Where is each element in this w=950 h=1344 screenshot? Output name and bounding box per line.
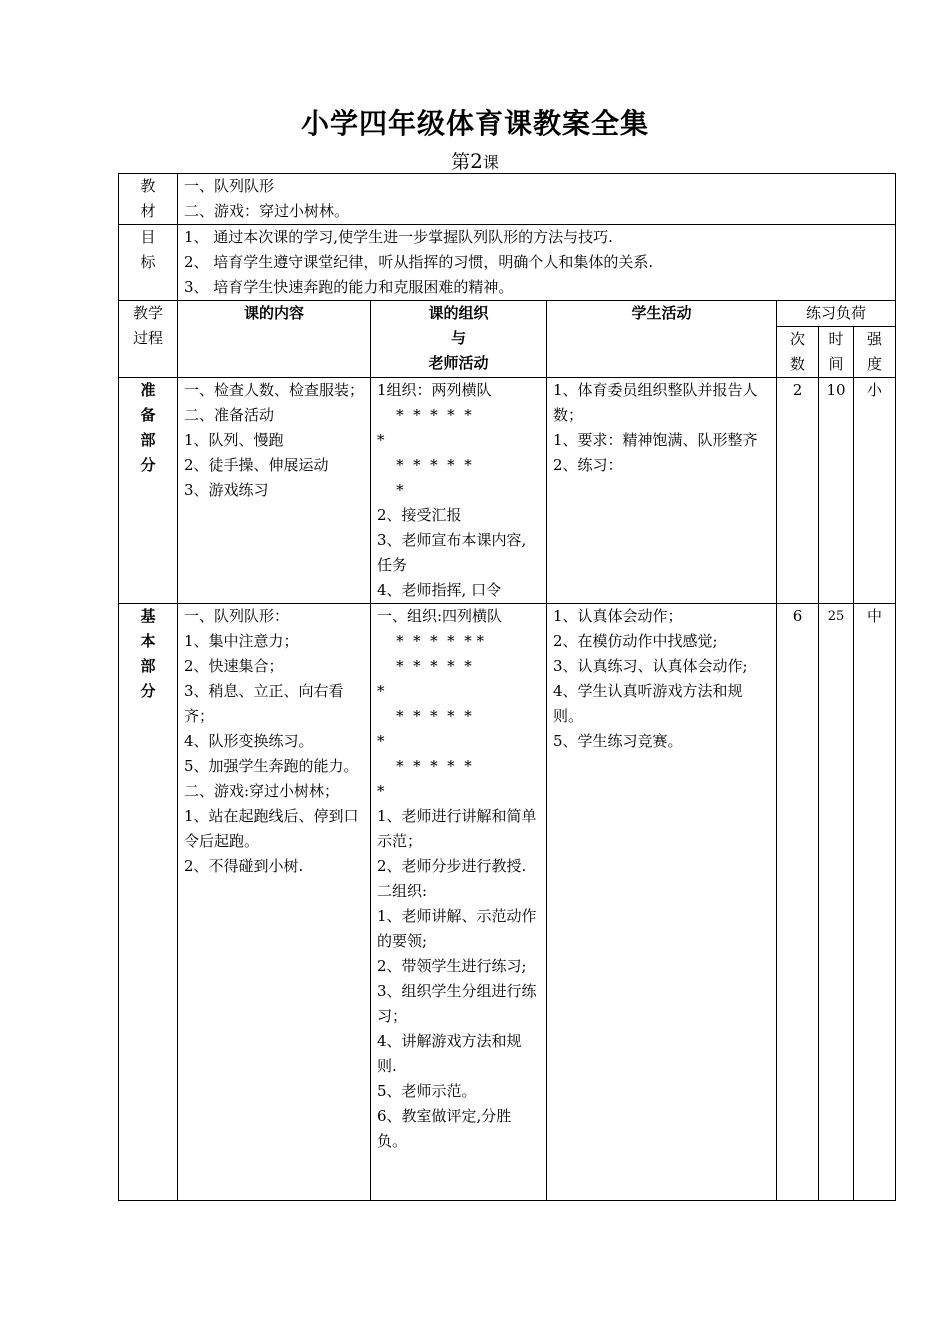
basic-count: 6 — [777, 604, 819, 1201]
material-label: 教 材 — [119, 174, 178, 225]
lesson-prefix: 第 — [451, 151, 471, 173]
basic-label: 基 本 部 分 — [119, 604, 178, 1201]
basic-row — [119, 604, 896, 1201]
prep-row — [119, 378, 896, 604]
prep-intensity: 小 — [854, 378, 896, 604]
prep-student-activity: 1、体育委员组织整队并报告人数； 1、要求：精神饱满、队形整齐 2、练习： — [547, 378, 777, 604]
basic-content: 一、队列队形： 1、集中注意力； 2、快速集合； 3、稍息、立正、向右看齐； 4、队形变换练习。 5、加强学生奔跑的能力。 二、游戏:穿过小树林； 1、站在起跑线后、停到口令后起跑。 2、不得碰到小树. — [178, 604, 371, 1201]
basic-organization: 一、组织:四列横队 * * * * * * * * * * * * * * * * * * * * * * * * 1、老师进行讲解和简单示范； 2、老师分步进行教授. 二组织: 1、老师讲解、示范动作的要领; 2、带领学生进行练习; 3、组织学生分组进行练习； 4、讲解游戏方法和规则. 5、老师示范。 6、教室做评定,分胜负。 — [371, 604, 547, 1201]
basic-time: 25 — [819, 604, 854, 1201]
header-organization: 课的组织 与 老师活动 — [371, 301, 547, 378]
header-student-activity: 学生活动 — [547, 301, 777, 378]
material-content: 一、队列队形 二、游戏：穿过小树林。 — [178, 174, 896, 225]
document-title: 小学四年级体育课教案全集 — [300, 107, 649, 140]
basic-student-activity: 1、认真体会动作； 2、在模仿动作中找感觉; 3、认真练习、认真体会动作; 4、学生认真听游戏方法和规则。 5、学生练习竞赛。 — [547, 604, 777, 1201]
header-practice-load: 练习负荷 — [777, 301, 896, 327]
material-row — [119, 174, 896, 225]
header-process: 教学 过程 — [119, 301, 178, 378]
header-row — [119, 301, 896, 327]
lesson-suffix: 课 — [482, 153, 499, 172]
prep-time: 10 — [819, 378, 854, 604]
header-time: 时 间 — [819, 327, 854, 378]
header-content: 课的内容 — [178, 301, 371, 378]
header-intensity: 强 度 — [854, 327, 896, 378]
prep-count: 2 — [777, 378, 819, 604]
header-count: 次 数 — [777, 327, 819, 378]
goal-row — [119, 225, 896, 301]
lesson-num: 2 — [470, 149, 483, 173]
prep-organization: 1组织：两列横队 * * * * * * * * * * * * 2、接受汇报 3、老师宣布本课内容, 任务 4、老师指挥, 口令 — [371, 378, 547, 604]
goal-content: 1、 通过本次课的学习,使学生进一步掌握队列队形的方法与技巧. 2、 培育学生遵守课堂纪律，听从指挥的习惯，明确个人和集体的关系. 3、 培育学生快速奔跑的能力和克服困难的精神。 — [178, 225, 896, 301]
basic-intensity: 中 — [854, 604, 896, 1201]
prep-content: 一、检查人数、检查服装； 二、准备活动 1、队列、慢跑 2、徒手操、伸展运动 3、游戏练习 — [178, 378, 371, 604]
lesson-plan-table — [118, 173, 896, 1201]
goal-label: 目 标 — [119, 225, 178, 301]
lesson-number — [0, 147, 950, 174]
prep-label: 准 备 部 分 — [119, 378, 178, 604]
